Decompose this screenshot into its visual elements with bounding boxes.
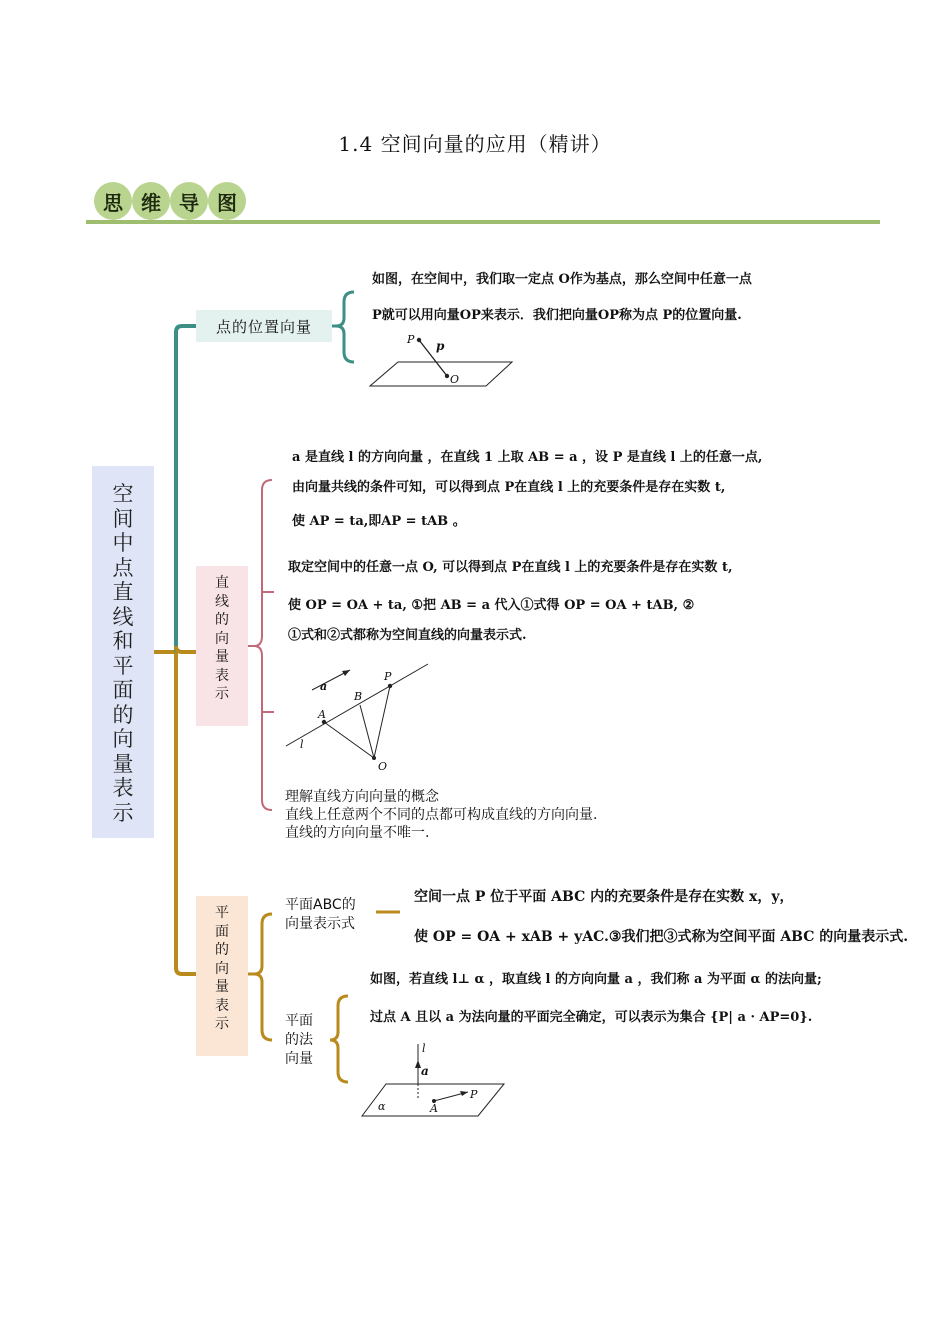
branch1-text-2: P就可以用向量OP来表示．我们把向量OP称为点 P的位置向量. xyxy=(372,308,742,323)
mindmap-badge-3: 导 xyxy=(170,182,208,220)
mindmap-badge-4: 图 xyxy=(208,182,246,220)
fig2-label-l: l xyxy=(300,738,304,751)
root-node xyxy=(92,466,154,838)
fig1-label-P: P xyxy=(407,333,415,346)
branch2-text-6: ①式和②式都称为空间直线的向量表示式. xyxy=(288,628,527,643)
figure-line-vector xyxy=(286,664,428,760)
branch2-text-1: a 是直线 l 的方向向量 ，在直线 1 上取 AB = a ，设 P 是直线 l 上的任意一点, xyxy=(292,450,763,465)
fig2-label-P: P xyxy=(384,670,392,683)
branch3-text-2: 使 OP = OA + xAB + yAC.③我们把③式称为空间平面 ABC 的向量表示式. xyxy=(414,929,909,945)
fig3-label-A: A xyxy=(430,1102,438,1115)
sub-node-plane-abc: 平面ABC的 向量表示式 xyxy=(285,897,356,932)
root-label-char: 平 xyxy=(112,653,134,678)
branch2-label-char: 向 xyxy=(215,630,229,647)
branch3-label-char: 示 xyxy=(215,1016,229,1032)
branch2-label-char: 示 xyxy=(215,686,229,702)
branch2-label-char: 的 xyxy=(215,612,229,628)
branch-node-position-vector: 点的位置向量 xyxy=(196,310,332,342)
branch3-label-char: 的 xyxy=(215,942,229,958)
branch2-note-1: 理解直线方向向量的概念 xyxy=(285,789,439,805)
fig3-label-l: l xyxy=(422,1042,426,1055)
branch2-label-char: 直 xyxy=(215,575,229,591)
mindmap-badge-2: 维 xyxy=(132,182,170,220)
fig2-label-O: O xyxy=(378,760,388,773)
branch-node-line-vector xyxy=(196,566,248,726)
fig1-label-O: O xyxy=(450,373,460,386)
root-label-char: 示 xyxy=(112,800,134,825)
fig3-label-P: P xyxy=(470,1088,478,1101)
branch-node-plane-vector xyxy=(196,896,248,1056)
root-label-char: 空 xyxy=(112,482,134,506)
root-label-char: 间 xyxy=(112,506,134,531)
branch3-label-char: 表 xyxy=(215,997,229,1014)
mindmap-badge-1: 思 xyxy=(94,182,132,220)
root-label-char: 中 xyxy=(112,531,134,555)
branch3-label-char: 平 xyxy=(215,905,229,921)
fig3-label-alpha: α xyxy=(378,1100,386,1113)
branch3-label-char: 量 xyxy=(215,979,229,995)
sub-node-normal-vector: 平面 的法 向量 xyxy=(285,1013,313,1067)
root-label-char: 表 xyxy=(112,776,134,800)
fig2-label-a: a xyxy=(320,680,328,693)
fig1-label-vec: p xyxy=(436,339,445,353)
branch1-text-1: 如图，在空间中，我们取一定点 O作为基点，那么空间中任意一点 xyxy=(372,272,752,287)
branch3-text-4: 过点 A 且以 a 为法向量的平面完全确定，可以表示为集合 {P| a · AP=0}. xyxy=(370,1010,813,1025)
branch2-note-3: 直线的方向向量不唯一. xyxy=(285,825,430,841)
root-label-char: 直 xyxy=(112,580,134,604)
root-label-char: 量 xyxy=(112,751,134,776)
branch2-label-char: 表 xyxy=(215,667,229,684)
root-label-char: 向 xyxy=(112,727,134,751)
root-label-char: 和 xyxy=(112,629,134,653)
branch2-text-5: 使 OP = OA + ta, ①把 AB = a 代入①式得 OP = OA + tAB, ② xyxy=(288,598,695,613)
branch2-text-3: 使 AP = ta,即AP = tAB 。 xyxy=(292,514,466,529)
branch2-label-char: 量 xyxy=(215,649,229,665)
fig2-label-A: A xyxy=(318,708,326,721)
branch3-text-1: 空间一点 P 位于平面 ABC 内的充要条件是存在实数 x，y， xyxy=(414,889,794,905)
fig3-label-a: a xyxy=(421,1064,429,1078)
page-title: 1.4 空间向量的应用（精讲） xyxy=(338,132,612,156)
branch3-label-char: 面 xyxy=(215,923,229,940)
root-label-char: 面 xyxy=(112,678,134,702)
branch2-text-4: 取定空间中的任意一点 O, 可以得到点 P在直线 l 上的充要条件是存在实数 t, xyxy=(288,560,733,575)
root-label-char: 线 xyxy=(112,604,134,629)
branch3-text-3: 如图，若直线 l⊥ α ，取直线 l 的方向向量 a ，我们称 a 为平面 α 的法向量; xyxy=(370,972,822,987)
fig2-label-B: B xyxy=(354,690,363,703)
root-label-char: 的 xyxy=(112,702,134,727)
branch2-text-2: 由向量共线的条件可知，可以得到点 P在直线 l 上的充要条件是存在实数 t, xyxy=(292,480,726,495)
branch3-label-char: 向 xyxy=(215,960,229,977)
branch2-note-2: 直线上任意两个不同的点都可构成直线的方向向量. xyxy=(285,807,598,823)
root-label-char: 点 xyxy=(112,555,134,580)
branch2-label-char: 线 xyxy=(215,593,229,610)
